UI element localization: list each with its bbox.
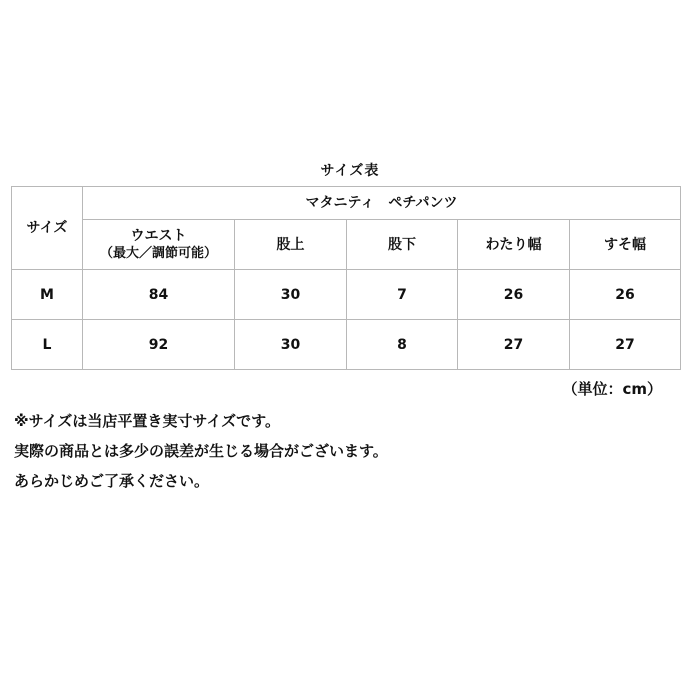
value-cell: 30: [235, 320, 347, 370]
value-cell: 27: [570, 320, 681, 370]
size-cell: M: [12, 270, 83, 320]
column-header-row: [12, 220, 681, 270]
note-line: あらかじめご了承ください。: [14, 472, 210, 490]
value-cell: 84: [83, 270, 235, 320]
table-row: [12, 320, 681, 370]
value-cell: 27: [458, 320, 570, 370]
column-header-hem: すそ幅: [570, 220, 681, 270]
column-header-rise: 股上: [235, 220, 347, 270]
value-cell: 26: [458, 270, 570, 320]
column-header-inseam: 股下: [347, 220, 458, 270]
size-cell: L: [12, 320, 83, 370]
table-row: [12, 270, 681, 320]
note-line: 実際の商品とは多少の誤差が生じる場合がございます。: [14, 442, 388, 460]
notes-block: [14, 406, 684, 496]
value-cell: 8: [347, 320, 458, 370]
value-cell: 30: [235, 270, 347, 320]
value-cell: 26: [570, 270, 681, 320]
value-cell: 7: [347, 270, 458, 320]
column-header-label: ウエスト: [130, 227, 187, 244]
unit-label: （単位：cm）: [562, 380, 662, 398]
column-header-waist: [83, 220, 235, 270]
column-header-thigh: わたり幅: [458, 220, 570, 270]
size-table: [11, 186, 681, 370]
page-title: サイズ表: [320, 163, 380, 179]
product-name-cell: マタニティ ペチパンツ: [83, 187, 681, 220]
size-header-cell: サイズ: [12, 187, 83, 270]
column-header-note: （最大／調節可能）: [99, 245, 217, 261]
value-cell: 92: [83, 320, 235, 370]
table-header-row: [12, 187, 681, 220]
note-line: ※サイズは当店平置き実寸サイズです。: [14, 412, 280, 430]
